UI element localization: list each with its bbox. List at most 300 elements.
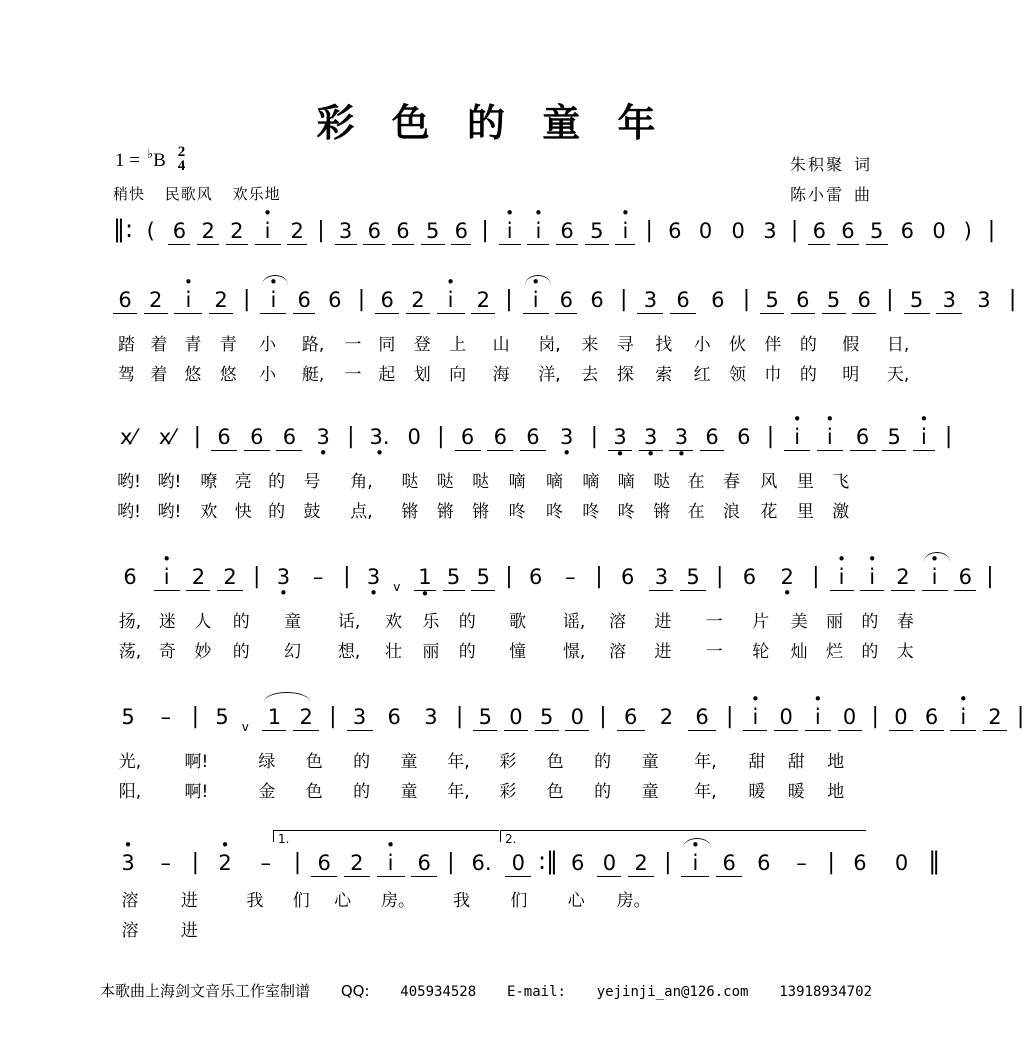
lyric-syllable: 暖 xyxy=(787,782,805,802)
lyric-syllable: 锵 xyxy=(472,502,490,522)
note: 6 xyxy=(737,425,751,449)
note: 6 xyxy=(113,288,137,314)
lyric-syllable: 着 xyxy=(150,335,168,355)
note: 6 xyxy=(311,851,337,877)
lyric-syllable: 号 xyxy=(303,472,321,492)
second-ending-label: 2. xyxy=(505,832,517,846)
lyric-syllable: 找 xyxy=(655,335,673,355)
note: i • xyxy=(913,425,935,451)
notes-row xyxy=(0,215,996,258)
lyric-syllable: 欢 xyxy=(384,612,402,632)
rest: 0 xyxy=(504,705,528,731)
note-hold: – xyxy=(160,705,171,729)
note: 6 xyxy=(837,219,859,245)
music-system-5 xyxy=(0,830,972,946)
note: 6 xyxy=(850,425,876,451)
lyric-syllable: 暖 xyxy=(748,782,766,802)
lyric-syllable: 歌 xyxy=(509,612,527,632)
lyric-syllable: 心 xyxy=(334,891,352,911)
paren-close: ) xyxy=(963,219,972,243)
note: 5 xyxy=(443,565,465,591)
lyric-syllable: 哒 xyxy=(436,472,454,492)
lyric-syllable: 青 xyxy=(184,335,202,355)
lyric-syllable: 妙 xyxy=(194,642,212,662)
lyric-syllable: 登 xyxy=(413,335,431,355)
note: i • xyxy=(681,851,709,877)
note: i • xyxy=(437,288,465,314)
note: 6 xyxy=(590,288,604,312)
lyric-syllable: 哟! xyxy=(157,502,182,522)
lyric-syllable: 奇 xyxy=(158,642,176,662)
lyric-syllable: 伙 xyxy=(729,335,746,355)
note: 6 xyxy=(293,288,315,314)
note: i • xyxy=(817,425,843,451)
rest: 0 xyxy=(889,705,913,731)
email-value: yejinji_an@126.com xyxy=(596,984,749,1000)
lyric-syllable: 角, xyxy=(350,472,373,492)
note: 5 xyxy=(866,219,888,245)
lyric-syllable: 洋, xyxy=(538,365,561,385)
barline: | xyxy=(293,850,302,875)
note: i • xyxy=(830,565,854,591)
lyric-syllable: 锵 xyxy=(436,502,454,522)
lyric-syllable: 憧 xyxy=(509,642,527,662)
note: 3 • xyxy=(309,425,337,449)
note: i • xyxy=(860,565,884,591)
rest: 0 xyxy=(731,219,745,243)
lyric-syllable: 咚 xyxy=(508,502,526,522)
note: 2 xyxy=(217,565,243,591)
flat-icon: ♭ xyxy=(146,146,154,161)
note: 3 • xyxy=(113,851,143,875)
note: 5 xyxy=(121,705,135,729)
barline: | xyxy=(766,424,775,449)
lyric-syllable: 一 xyxy=(705,642,723,662)
lyric-syllable: 艇, xyxy=(301,365,325,385)
lyric-syllable: 嘹 xyxy=(200,472,218,492)
lyric-syllable: 花 xyxy=(760,502,778,522)
note: 2 • xyxy=(772,565,802,589)
rest: 0 xyxy=(894,851,909,875)
note: i • xyxy=(499,219,521,245)
note: 6 xyxy=(168,219,190,245)
lyric-syllable: 我 xyxy=(246,891,264,911)
barline: | xyxy=(645,218,653,243)
lyric-syllable: 里 xyxy=(796,502,814,522)
barline: | xyxy=(253,564,261,589)
note: 6 xyxy=(555,288,577,314)
music-system-3 xyxy=(0,564,994,667)
barline: | xyxy=(986,564,994,589)
barline: | xyxy=(812,564,820,589)
lyric-syllable: 岗, xyxy=(538,335,561,355)
rest: 0 xyxy=(774,705,798,731)
lyric-syllable: 哒 xyxy=(653,472,671,492)
lyric-syllable: 哟! xyxy=(117,502,141,522)
note: 2 xyxy=(226,219,248,245)
lyric-syllable: 们 xyxy=(292,891,310,911)
rest: 0 xyxy=(407,425,421,449)
lyric-syllable: 激 xyxy=(832,502,850,522)
barline: | xyxy=(944,424,953,449)
lyric-syllable: 哟! xyxy=(157,472,182,492)
lyric-syllable: 人 xyxy=(194,612,212,632)
barline: | xyxy=(664,850,672,875)
lyric-syllable: 童 xyxy=(641,752,659,772)
lyric-syllable: 色 xyxy=(546,782,564,802)
note: 6 xyxy=(487,425,513,451)
lyric-syllable: 童 xyxy=(400,752,418,772)
note: 5 xyxy=(215,705,229,729)
lyric-syllable: 色 xyxy=(305,752,323,772)
lyric-line-2 xyxy=(0,637,972,667)
lyric-syllable: 明 xyxy=(842,365,860,385)
lyric-syllable: 太 xyxy=(896,642,914,662)
lyric-syllable: 浪 xyxy=(723,502,740,522)
note: i • xyxy=(154,565,180,591)
lyric-syllable: 的 xyxy=(353,782,371,802)
note-hold: – xyxy=(565,565,576,589)
barline: | xyxy=(191,704,200,729)
lyric-syllable: 红 xyxy=(693,365,711,385)
lyric-syllable: 的 xyxy=(861,642,879,662)
note: 6 xyxy=(688,705,716,731)
note: 6 xyxy=(411,851,437,877)
note: i • xyxy=(527,219,549,245)
lyric-syllable: 快 xyxy=(234,502,252,522)
lyric-syllable: 的 xyxy=(232,642,250,662)
note: 5 xyxy=(421,219,445,245)
note: 6 xyxy=(808,219,830,245)
tempo-term-1: 稍快 xyxy=(113,185,146,203)
barline: | xyxy=(987,218,996,243)
lyric-syllable: 悠 xyxy=(184,365,202,385)
note: 2 • xyxy=(209,851,241,875)
barline: | xyxy=(317,218,325,243)
lyric-syllable: 的 xyxy=(268,502,286,522)
note: 6. xyxy=(471,851,492,875)
meter-denominator: 4 xyxy=(177,158,186,174)
note: 3 • xyxy=(608,425,632,451)
note: i • xyxy=(950,705,976,731)
lyric-syllable: 鼓 xyxy=(303,502,321,522)
lyric-syllable: 童 xyxy=(400,782,418,802)
x-notehead: x⁄ xyxy=(158,425,175,449)
lyric-syllable: 光, xyxy=(118,752,142,772)
lyric-syllable: 在 xyxy=(687,472,705,492)
lyric-syllable: 地 xyxy=(827,752,845,772)
note: 5 xyxy=(473,705,497,731)
note: 6 xyxy=(716,851,742,877)
note: 2 xyxy=(659,705,674,729)
barline: | xyxy=(357,287,366,312)
note: 6 xyxy=(211,425,237,451)
barline: | xyxy=(505,287,513,312)
note: 3 xyxy=(936,288,962,314)
lyric-syllable: 风 xyxy=(760,472,778,492)
lyric-syllable: 迷 xyxy=(158,612,176,632)
key-signature xyxy=(115,144,186,174)
note: 6 xyxy=(900,219,915,243)
key-letter-group xyxy=(146,146,166,172)
note-hold: – xyxy=(796,851,807,875)
note-hold: – xyxy=(312,565,324,589)
phone-number: 13918934702 xyxy=(779,984,872,1000)
lyric-syllable: 甜 xyxy=(748,752,766,772)
lyric-syllable: 绿 xyxy=(258,752,276,772)
note: 2 xyxy=(209,288,233,314)
lyric-syllable: 的 xyxy=(268,472,286,492)
lyric-syllable: 溶 xyxy=(608,612,626,632)
lyric-syllable: 踏 xyxy=(118,335,135,355)
lyric-syllable: 啊! xyxy=(184,782,209,802)
lyric-syllable: 咚 xyxy=(617,502,635,522)
note: 2 xyxy=(186,565,210,591)
lyric-syllable: 童 xyxy=(284,612,302,632)
note: 5 xyxy=(882,425,906,451)
notes-row: 5 – | 5 v 1 2 | 3 6 3 | 5 0 5 0 | 6 2 6 | i • 0 i • 0 | 0 6 i • 2 | xyxy=(0,705,972,747)
note: 2 xyxy=(891,565,915,591)
barline: | xyxy=(1008,287,1017,312)
notes-row xyxy=(0,287,1017,330)
barline: | xyxy=(827,850,835,875)
barline: | xyxy=(886,287,894,312)
lyric-syllable: 房。 xyxy=(381,891,416,911)
lyric-syllable: 索 xyxy=(655,365,673,385)
lyric-syllable: 春 xyxy=(896,612,914,632)
lyric-syllable: 悠 xyxy=(219,365,237,385)
lyric-syllable: 的 xyxy=(861,612,879,632)
note: 2 xyxy=(406,288,430,314)
lyric-syllable: 金 xyxy=(258,782,276,802)
lyric-syllable: 哟! xyxy=(117,472,141,492)
note: 6 xyxy=(700,425,724,451)
lyric-syllable: 阳, xyxy=(118,782,142,802)
barline: | xyxy=(347,424,355,449)
lyric-syllable: 向 xyxy=(449,365,467,385)
barline: | xyxy=(329,704,337,729)
rest: 0 xyxy=(597,851,621,877)
lyric-syllable: 春 xyxy=(723,472,740,492)
lyric-syllable: 一 xyxy=(705,612,723,632)
note: 2 xyxy=(344,851,370,877)
lyric-line-1 xyxy=(0,330,972,360)
lyric-syllable: 嘀 xyxy=(508,472,526,492)
note: 6 xyxy=(363,219,385,245)
note: 2 xyxy=(144,288,168,314)
repeat-start-barline: ‖: xyxy=(113,215,134,243)
lyric-syllable: 灿 xyxy=(790,642,808,662)
lyric-syllable: 飞 xyxy=(832,472,850,492)
note: 6 xyxy=(387,705,401,729)
lyric-syllable: 幻 xyxy=(284,642,302,662)
paren-open: ( xyxy=(146,219,155,243)
barline: | xyxy=(343,564,351,589)
first-ending-label: 1. xyxy=(278,832,290,846)
meter-numerator: 2 xyxy=(177,144,186,161)
lyric-syllable: 年, xyxy=(694,752,717,772)
note: i • xyxy=(523,288,549,314)
note: 6 xyxy=(621,565,635,589)
lyric-syllable: 轮 xyxy=(752,642,770,662)
note: 5 xyxy=(680,565,706,591)
lyric-syllable: 山 xyxy=(492,335,510,355)
note: 3 xyxy=(649,565,673,591)
notes-row xyxy=(0,830,972,886)
note: 6 xyxy=(375,288,399,314)
rest: 0 xyxy=(838,705,862,731)
note: 3 xyxy=(347,705,373,731)
lyric-syllable: 壮 xyxy=(384,642,402,662)
lyric-syllable: 丽 xyxy=(422,642,440,662)
lyric-syllable: 的 xyxy=(458,642,476,662)
lyric-syllable: 的 xyxy=(799,335,817,355)
lyric-syllable: 起 xyxy=(378,365,396,385)
lyric-syllable: 嘀 xyxy=(545,472,563,492)
lyric-syllable: 小 xyxy=(259,365,277,385)
note: 6 xyxy=(853,851,867,875)
lyric-syllable: 划 xyxy=(413,365,431,385)
barline: | xyxy=(447,850,455,875)
lyric-syllable: 的 xyxy=(458,612,476,632)
note: 6 xyxy=(920,705,944,731)
composer-name: 陈小雷 xyxy=(789,185,844,204)
lyric-syllable: 荡, xyxy=(118,642,142,662)
lyric-syllable: 进 xyxy=(180,921,198,941)
barline: | xyxy=(619,287,628,312)
lyric-syllable: 嘀 xyxy=(582,472,600,492)
lyric-syllable: 欢 xyxy=(200,502,218,522)
lyric-syllable: 进 xyxy=(180,891,198,911)
note: 6 xyxy=(617,705,645,731)
lyric-syllable: 彩 xyxy=(499,782,517,802)
lyric-syllable: 想, xyxy=(337,642,361,662)
note: 6 xyxy=(711,288,725,312)
lyric-line-2 xyxy=(0,360,972,390)
note: 3 xyxy=(763,219,777,243)
note: 3 xyxy=(424,705,438,729)
barline: | xyxy=(726,704,734,729)
lyric-line-1 xyxy=(0,607,972,637)
lyric-syllable: 锵 xyxy=(401,502,419,522)
lyric-syllable: 地 xyxy=(827,782,845,802)
lyricist-name: 朱积聚 xyxy=(789,155,844,174)
lyric-syllable: 探 xyxy=(616,365,634,385)
barline: | xyxy=(742,287,751,312)
note: i • xyxy=(174,288,202,314)
lyric-line-1 xyxy=(0,747,972,777)
time-signature xyxy=(178,146,186,174)
barline: | xyxy=(599,704,607,729)
lyric-line-2 xyxy=(0,916,972,946)
credit-lyricist xyxy=(790,152,872,175)
note: 6 xyxy=(451,219,471,245)
lyric-syllable: 哒 xyxy=(472,472,490,492)
lyric-syllable: 们 xyxy=(510,891,528,911)
note: 6 xyxy=(244,425,270,451)
lyric-syllable: 点, xyxy=(350,502,373,522)
lyric-syllable: 年, xyxy=(447,752,470,772)
producer-note: 本歌曲上海剑文音乐工作室制谱 xyxy=(100,982,311,1000)
final-barline: ‖ xyxy=(928,847,941,875)
barline: | xyxy=(1016,704,1025,729)
note: 3 • xyxy=(361,565,387,589)
note: i • xyxy=(615,219,635,245)
lyric-syllable: 溶 xyxy=(121,921,139,941)
lyric-syllable: 一 xyxy=(344,365,362,385)
lyric-syllable: 驾 xyxy=(118,365,135,385)
lyric-syllable: 日, xyxy=(886,335,910,355)
note: 3 • xyxy=(639,425,663,451)
note: 2 xyxy=(471,288,495,314)
note: 2 xyxy=(983,705,1007,731)
lyric-syllable: 青 xyxy=(219,335,237,355)
tempo-marking xyxy=(113,183,295,204)
lyric-syllable: 哒 xyxy=(401,472,419,492)
note: 5 xyxy=(904,288,930,314)
note: 6 xyxy=(276,425,302,451)
note: 6 xyxy=(571,851,585,875)
lyric-syllable: 亮 xyxy=(234,472,252,492)
note-hold: – xyxy=(160,851,171,875)
lyric-syllable: 假 xyxy=(842,335,860,355)
lyric-syllable: 年, xyxy=(694,782,717,802)
lyric-syllable: 乐 xyxy=(422,612,440,632)
lyric-syllable: 心 xyxy=(567,891,585,911)
lyric-syllable: 色 xyxy=(546,752,564,772)
note: i • xyxy=(255,219,281,245)
lyric-syllable: 咚 xyxy=(545,502,563,522)
lyric-syllable: 甜 xyxy=(787,752,805,772)
note: 6 xyxy=(791,288,815,314)
lyric-syllable: 小 xyxy=(259,335,277,355)
barline: | xyxy=(790,218,799,243)
note: 6 xyxy=(742,565,757,589)
note: 6 xyxy=(668,219,682,243)
lyric-syllable: 片 xyxy=(752,612,770,632)
key-label: 1 = xyxy=(115,150,140,171)
tempo-term-2: 民歌风 xyxy=(164,185,213,203)
note: 2 xyxy=(628,851,654,877)
barline: | xyxy=(437,424,445,449)
email-label: E-mail: xyxy=(506,984,566,1000)
tempo-term-3: 欢乐地 xyxy=(232,185,281,203)
lyric-syllable: 寻 xyxy=(616,335,634,355)
note: 5 xyxy=(760,288,784,314)
lyric-line-1 xyxy=(0,886,972,916)
credit-composer xyxy=(790,182,872,205)
note: 6 xyxy=(392,219,414,245)
lyric-syllable: 领 xyxy=(729,365,746,385)
barline: | xyxy=(595,564,603,589)
note: 2 xyxy=(293,705,319,731)
music-system-intro xyxy=(0,215,996,258)
note: i • xyxy=(922,565,948,591)
composer-role: 曲 xyxy=(853,185,872,204)
note: 6 xyxy=(328,288,342,312)
lyric-syllable: 的 xyxy=(353,752,371,772)
lyric-syllable: 咚 xyxy=(582,502,600,522)
barline: | xyxy=(481,218,489,243)
lyric-syllable: 溶 xyxy=(608,642,626,662)
lyric-syllable: 烂 xyxy=(826,642,843,662)
note-hold: – xyxy=(260,851,271,875)
lyric-syllable: 同 xyxy=(378,335,396,355)
lyric-syllable: 房。 xyxy=(616,891,651,911)
note: 3 • xyxy=(669,425,693,451)
music-system-2 xyxy=(0,425,972,527)
note: 6 xyxy=(123,565,137,589)
